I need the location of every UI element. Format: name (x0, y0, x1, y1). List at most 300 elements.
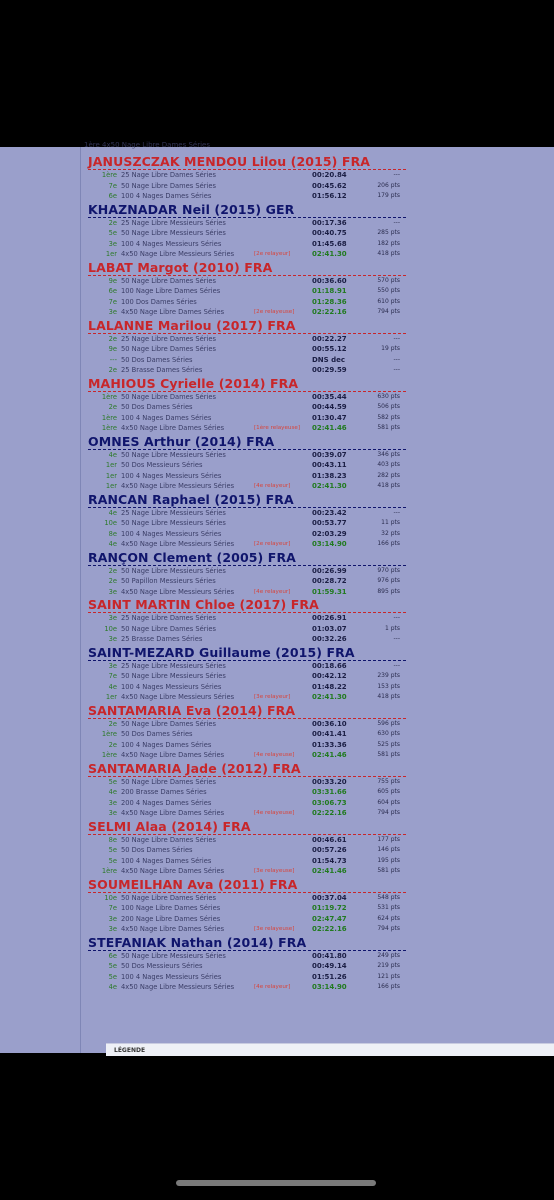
result-event: 100 Dos Dames Séries (121, 297, 197, 306)
swimmer-block (88, 434, 406, 492)
result-row (88, 218, 406, 229)
result-time: 00:37.04 (312, 893, 347, 902)
relay-position: [3e relayeur] (254, 694, 291, 700)
result-row (88, 777, 406, 788)
result-time: 00:22.27 (312, 334, 347, 343)
result-rank: 1er (105, 250, 117, 258)
result-row (88, 239, 406, 250)
result-event: 50 Nage Libre Messieurs Séries (121, 672, 226, 680)
relay-position: [2e relayeuse] (254, 309, 295, 315)
result-event: 25 Nage Libre Messieurs Séries (121, 661, 226, 670)
result-points: 418 pts (377, 250, 400, 257)
result-row (88, 460, 406, 471)
result-row (88, 798, 406, 809)
result-points: 206 pts (377, 181, 400, 189)
result-rank: 9e (108, 345, 117, 353)
result-time: 02:22.16 (312, 925, 347, 933)
result-points: 550 pts (377, 287, 400, 294)
result-points: 624 pts (377, 914, 400, 922)
result-time: 00:46.61 (312, 835, 347, 844)
result-event: 50 Nage Libre Dames Séries (121, 624, 216, 633)
result-event: 100 Nage Libre Dames Séries (121, 904, 221, 912)
result-points: 630 pts (377, 392, 400, 400)
result-row (88, 334, 406, 345)
swimmer-name[interactable]: LABAT Margot (2010) FRA (88, 260, 406, 276)
result-row (88, 365, 406, 376)
result-points: 581 pts (377, 867, 400, 874)
result-rank: 10e (104, 519, 117, 527)
result-event: 50 Nage Libre Dames Séries (121, 719, 216, 728)
result-points: 249 pts (377, 951, 400, 959)
swimmer-name[interactable]: SANTAMARIA Eva (2014) FRA (88, 703, 406, 719)
result-time: 02:22.16 (312, 308, 347, 316)
result-event: 50 Dos Dames Séries (121, 403, 193, 411)
result-row (88, 249, 406, 260)
result-event: 200 4 Nages Dames Séries (121, 798, 212, 807)
relay-position: [2e relayeur] (254, 251, 291, 257)
result-row (88, 423, 406, 434)
result-rank: 1ère (101, 730, 117, 738)
result-event: 50 Dos Dames Séries (121, 355, 193, 364)
result-event: 4x50 Nage Libre Messieurs Séries (121, 587, 235, 596)
result-row (88, 982, 406, 993)
result-row (88, 344, 406, 355)
result-event: 25 Nage Libre Dames Séries (121, 334, 216, 343)
result-event: 100 4 Nages Dames Séries (121, 740, 212, 749)
result-row (88, 481, 406, 492)
result-rank: 4e (108, 983, 117, 991)
result-time: 01:38.23 (312, 471, 347, 480)
result-time: 01:56.12 (312, 192, 347, 200)
result-rank: 10e (104, 893, 117, 902)
result-row (88, 845, 406, 856)
result-points: 282 pts (377, 471, 400, 479)
result-rank: 10e (104, 624, 117, 633)
result-row (88, 508, 406, 519)
result-points: 121 pts (377, 972, 400, 980)
result-row (88, 808, 406, 819)
result-row (88, 450, 406, 461)
swimmer-name[interactable]: SELMI Alaa (2014) FRA (88, 819, 406, 835)
result-row (88, 914, 406, 925)
swimmer-block (88, 376, 406, 434)
result-row (88, 903, 406, 914)
result-time: 00:28.72 (312, 577, 347, 585)
result-row (88, 307, 406, 318)
result-row (88, 286, 406, 297)
result-rank: 5e (108, 856, 117, 865)
swimmer-name[interactable]: MAHIOUS Cyrielle (2014) FRA (88, 376, 406, 392)
result-event: 4x50 Nage Libre Messieurs Séries (121, 983, 235, 991)
result-points: 418 pts (377, 693, 400, 700)
result-rank: 2e (108, 719, 117, 728)
result-points: --- (393, 355, 400, 363)
result-points: 418 pts (377, 482, 400, 489)
result-points: 895 pts (377, 587, 400, 595)
result-event: 25 Nage Libre Dames Séries (121, 614, 216, 622)
result-time: 00:44.59 (312, 403, 347, 411)
result-event: 4x50 Nage Libre Dames Séries (121, 308, 225, 316)
result-rank: 2e (108, 566, 117, 575)
result-rank: 3e (108, 798, 117, 807)
result-rank: 6e (108, 287, 117, 295)
result-event: 25 Nage Libre Dames Séries (121, 171, 216, 179)
result-rank: 4e (108, 540, 117, 548)
relay-position: [3e relayeuse] (254, 926, 295, 932)
result-points: 146 pts (377, 846, 400, 853)
result-row (88, 413, 406, 424)
result-row (88, 692, 406, 703)
result-row (88, 671, 406, 682)
result-points: 755 pts (377, 777, 400, 785)
result-points: 285 pts (377, 229, 400, 236)
result-rank: 1er (105, 482, 117, 490)
result-points: 506 pts (377, 403, 400, 410)
result-points: 794 pts (377, 809, 400, 816)
result-time: 00:36.10 (312, 719, 347, 728)
result-event: 4x50 Nage Libre Messieurs Séries (121, 540, 235, 548)
swimmer-name[interactable]: RANÇON Clement (2005) FRA (88, 550, 406, 566)
result-time: 01:51.26 (312, 972, 347, 981)
result-rank: 5e (108, 846, 117, 854)
result-rank: 4e (108, 682, 117, 691)
relay-position: [4e relayeur] (254, 483, 291, 489)
result-rank: 2e (108, 577, 117, 585)
result-points: --- (393, 366, 400, 373)
result-event: 50 Dos Dames Séries (121, 730, 193, 738)
result-points: --- (393, 218, 400, 226)
relay-position: [1ère relayeuse] (254, 425, 301, 431)
result-event: 50 Nage Libre Dames Séries (121, 345, 216, 353)
result-time: 00:17.36 (312, 218, 347, 227)
result-points: 570 pts (377, 276, 400, 284)
result-time: 01:54.73 (312, 856, 347, 865)
result-row (88, 170, 406, 181)
result-points: 195 pts (377, 856, 400, 864)
swimmer-name[interactable]: SOUMEILHAN Ava (2011) FRA (88, 877, 406, 893)
swimmer-name[interactable]: SANTAMARIA Jade (2012) FRA (88, 761, 406, 777)
result-points: 582 pts (377, 413, 400, 421)
result-rank: 6e (108, 951, 117, 960)
result-row (88, 613, 406, 624)
result-rank: 1er (105, 693, 117, 701)
legend-label: LÉGENDE (114, 1047, 146, 1054)
result-time: 00:41.41 (312, 730, 347, 738)
result-row (88, 518, 406, 529)
result-event: 50 Dos Messieurs Séries (121, 962, 203, 970)
result-rank: 2e (108, 403, 117, 411)
result-row (88, 566, 406, 577)
result-time: 00:29.59 (312, 366, 347, 374)
results-page (0, 141, 554, 1054)
result-points: 179 pts (377, 192, 400, 199)
result-event: 200 Nage Libre Dames Séries (121, 914, 221, 923)
result-event: 50 Dos Messieurs Séries (121, 461, 203, 469)
result-points: 548 pts (377, 893, 400, 901)
result-event: 50 Nage Libre Dames Séries (121, 777, 216, 786)
result-rank: 1ère (101, 392, 117, 401)
result-row (88, 787, 406, 798)
result-points: --- (393, 334, 400, 342)
result-rank: 7e (108, 672, 117, 680)
swimmer-name[interactable]: LALANNE Marilou (2017) FRA (88, 318, 406, 334)
result-row (88, 893, 406, 904)
result-points: --- (393, 508, 400, 516)
result-row (88, 392, 406, 403)
result-points: 610 pts (377, 297, 400, 305)
result-time: 00:41.80 (312, 951, 347, 960)
result-rank: 7e (108, 297, 117, 306)
relay-position: [4e relayeur] (254, 984, 291, 990)
swimmer-name[interactable]: SAINT-MEZARD Guillaume (2015) FRA (88, 645, 406, 661)
result-points: 970 pts (377, 566, 400, 574)
result-row (88, 740, 406, 751)
result-rank: 1ère (101, 751, 117, 759)
result-points: --- (393, 661, 400, 669)
result-rank: 3e (108, 661, 117, 670)
result-points: 32 pts (381, 529, 400, 537)
relay-position: [3e relayeuse] (254, 868, 295, 874)
result-time: 00:26.99 (312, 566, 347, 575)
result-points: 604 pts (377, 798, 400, 806)
result-time: 02:41.30 (312, 693, 347, 701)
result-time: 01:30.47 (312, 413, 347, 422)
result-time: 00:35.44 (312, 392, 347, 401)
result-event: 25 Nage Libre Messieurs Séries (121, 508, 226, 517)
result-points: 794 pts (377, 308, 400, 315)
left-column-border (80, 147, 81, 1053)
swimmer-results-list (88, 154, 406, 993)
result-time: 02:41.46 (312, 424, 347, 432)
result-event: 100 4 Nages Messieurs Séries (121, 972, 222, 981)
result-points: 630 pts (377, 730, 400, 737)
result-row (88, 539, 406, 550)
result-rank: 3e (108, 809, 117, 817)
result-event: 200 Brasse Dames Séries (121, 788, 207, 796)
result-row (88, 471, 406, 482)
result-event: 100 4 Nages Dames Séries (121, 856, 212, 865)
result-event: 100 4 Nages Messieurs Séries (121, 471, 222, 480)
result-row (88, 750, 406, 761)
result-rank: 2e (108, 218, 117, 227)
result-time: 00:26.91 (312, 614, 347, 622)
result-row (88, 682, 406, 693)
swimmer-block (88, 597, 406, 645)
result-points: 166 pts (377, 983, 400, 990)
result-time: 03:06.73 (312, 798, 347, 807)
result-row (88, 856, 406, 867)
result-rank: 1ère (101, 413, 117, 422)
result-event: 50 Nage Libre Dames Séries (121, 392, 216, 401)
result-event: 100 Nage Libre Dames Séries (121, 287, 221, 295)
result-rank: 5e (108, 777, 117, 786)
result-row (88, 924, 406, 935)
result-time: 01:28.36 (312, 297, 347, 306)
result-points: 182 pts (377, 239, 400, 247)
result-row (88, 661, 406, 672)
result-rank: 1er (105, 461, 117, 469)
result-points: 166 pts (377, 540, 400, 547)
result-time: 03:14.90 (312, 983, 347, 991)
swimmer-block (88, 154, 406, 202)
result-rank: 3e (108, 635, 117, 643)
result-row (88, 228, 406, 239)
swimmer-block (88, 260, 406, 318)
result-time: 00:45.62 (312, 181, 347, 190)
result-points: 581 pts (377, 751, 400, 758)
swimmer-block (88, 645, 406, 703)
swimmer-block (88, 935, 406, 993)
result-points: 153 pts (377, 682, 400, 690)
result-row (88, 576, 406, 587)
result-row (88, 529, 406, 540)
swimmer-block (88, 492, 406, 550)
result-time: 00:53.77 (312, 519, 347, 527)
result-time: 01:33.36 (312, 740, 347, 749)
result-time: 01:18.91 (312, 287, 347, 295)
swimmer-block (88, 202, 406, 260)
swimmer-block (88, 318, 406, 376)
result-points: 605 pts (377, 788, 400, 795)
result-event: 100 4 Nages Messieurs Séries (121, 529, 222, 538)
result-points: 531 pts (377, 904, 400, 911)
result-rank: 7e (108, 904, 117, 912)
result-points: 525 pts (377, 740, 400, 748)
result-event: 4x50 Nage Libre Messieurs Séries (121, 482, 235, 490)
result-row (88, 191, 406, 202)
result-points: 239 pts (377, 672, 400, 679)
swimmer-block (88, 550, 406, 598)
swimmer-name[interactable]: KHAZNADAR Neil (2015) GER (88, 202, 406, 218)
result-time: 00:36.60 (312, 276, 347, 285)
result-time: 02:41.30 (312, 250, 347, 258)
result-event: 50 Nage Libre Dames Séries (121, 893, 216, 902)
previous-row-partial: 1ère 4x50 Nage Libre Dames Séries (84, 141, 210, 149)
result-time: 01:59.31 (312, 587, 347, 596)
result-event: 50 Nage Libre Messieurs Séries (121, 566, 226, 575)
result-rank: 3e (108, 239, 117, 248)
result-event: 100 4 Nages Dames Séries (121, 413, 212, 422)
result-points: --- (393, 635, 400, 642)
result-points: 403 pts (377, 461, 400, 468)
result-time: 02:03.29 (312, 529, 347, 538)
result-time: 00:39.07 (312, 450, 347, 459)
result-event: 4x50 Nage Libre Dames Séries (121, 751, 225, 759)
result-time: DNS dec (312, 355, 346, 364)
swimmer-name[interactable]: STEFANIAK Nathan (2014) FRA (88, 935, 406, 951)
result-event: 4x50 Nage Libre Dames Séries (121, 867, 225, 875)
result-time: 02:41.46 (312, 867, 347, 875)
legend-panel (106, 1043, 554, 1056)
result-points: 11 pts (381, 519, 400, 526)
result-time: 00:32.26 (312, 635, 347, 643)
result-row (88, 961, 406, 972)
result-event: 50 Nage Libre Messieurs Séries (121, 450, 226, 459)
result-time: 01:19.72 (312, 904, 347, 912)
result-rank: 1ère (101, 171, 117, 179)
relay-position: [4e relayeuse] (254, 752, 295, 758)
result-event: 100 4 Nages Dames Séries (121, 192, 212, 200)
result-event: 4x50 Nage Libre Dames Séries (121, 809, 225, 817)
result-points: 219 pts (377, 962, 400, 969)
result-time: 02:41.46 (312, 751, 347, 759)
result-rank: 8e (108, 529, 117, 538)
result-rank: 1ère (101, 424, 117, 432)
result-time: 01:48.22 (312, 682, 347, 691)
relay-position: [2e relayeur] (254, 541, 291, 547)
result-time: 02:47.47 (312, 914, 347, 923)
result-event: 4x50 Nage Libre Messieurs Séries (121, 693, 235, 701)
result-event: 25 Brasse Dames Séries (121, 635, 203, 643)
result-time: 00:33.20 (312, 777, 347, 786)
result-rank: 2e (108, 366, 117, 374)
result-rank: 8e (108, 835, 117, 844)
result-time: 00:18.66 (312, 661, 347, 670)
result-time: 00:23.42 (312, 508, 347, 517)
swimmer-name[interactable]: OMNES Arthur (2014) FRA (88, 434, 406, 450)
result-event: 50 Nage Libre Dames Séries (121, 181, 216, 190)
result-time: 00:43.11 (312, 461, 347, 469)
swimmer-block (88, 877, 406, 935)
result-rank: 6e (108, 192, 117, 200)
result-row (88, 866, 406, 877)
swimmer-name[interactable]: JANUSZCZAK MENDOU Lilou (2015) FRA (88, 154, 406, 170)
result-points: 1 pts (384, 624, 400, 632)
result-time: 00:55.12 (312, 345, 347, 353)
home-indicator[interactable] (176, 1180, 376, 1186)
result-event: 50 Nage Libre Messieurs Séries (121, 229, 226, 237)
result-event: 25 Brasse Dames Séries (121, 366, 203, 374)
result-row (88, 355, 406, 366)
result-event: 100 4 Nages Messieurs Séries (121, 239, 222, 248)
result-row (88, 951, 406, 962)
result-row (88, 402, 406, 413)
relay-position: [4e relayeur] (254, 588, 291, 595)
result-points: --- (393, 614, 400, 621)
result-time: 01:45.68 (312, 239, 347, 248)
result-rank: 3e (108, 587, 117, 596)
result-rank: 7e (108, 181, 117, 190)
result-rank: 3e (108, 925, 117, 933)
swimmer-name[interactable]: SAINT MARTIN Chloe (2017) FRA (88, 597, 406, 613)
result-rank: 1er (105, 471, 117, 480)
swimmer-name[interactable]: RANCAN Raphael (2015) FRA (88, 492, 406, 508)
result-row (88, 587, 406, 598)
result-event: 50 Nage Libre Dames Séries (121, 276, 216, 285)
result-points: --- (393, 171, 400, 178)
result-rank: 5e (108, 962, 117, 970)
result-points: 177 pts (377, 835, 400, 843)
result-time: 02:41.30 (312, 482, 347, 490)
result-points: 976 pts (377, 577, 400, 584)
result-event: 100 4 Nages Messieurs Séries (121, 682, 222, 691)
result-event: 4x50 Nage Libre Dames Séries (121, 925, 225, 933)
result-time: 03:31.66 (312, 788, 347, 796)
result-event: 4x50 Nage Libre Messieurs Séries (121, 250, 235, 258)
result-row (88, 624, 406, 635)
result-time: 00:20.84 (312, 171, 347, 179)
result-time: 00:57.26 (312, 846, 347, 854)
result-points: 581 pts (377, 424, 400, 431)
result-points: 794 pts (377, 925, 400, 932)
result-rank: --- (109, 355, 117, 364)
result-rank: 9e (108, 276, 117, 285)
result-event: 50 Nage Libre Messieurs Séries (121, 951, 226, 960)
result-rank: 3e (108, 614, 117, 622)
result-event: 25 Nage Libre Messieurs Séries (121, 218, 226, 227)
result-event: 50 Dos Dames Séries (121, 846, 193, 854)
result-row (88, 972, 406, 983)
